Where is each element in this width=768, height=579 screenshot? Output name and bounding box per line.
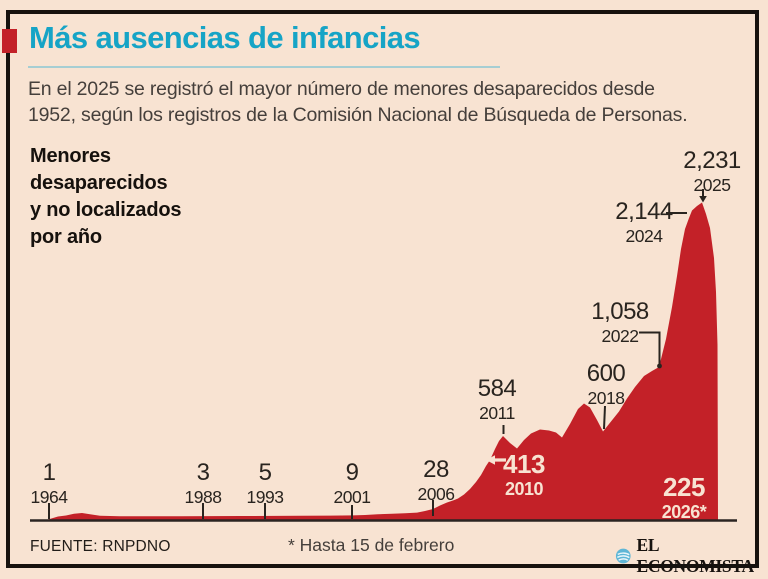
connector-600	[604, 406, 605, 429]
connector-1058-dot	[657, 364, 662, 369]
chart-title-line-4: por año	[30, 226, 102, 248]
point-value: 3	[196, 459, 210, 486]
point-value: 1,058	[591, 298, 649, 325]
point-label-2026	[661, 472, 707, 522]
point-year: 1993	[246, 487, 284, 507]
subtitle-line-1: En el 2025 se registró el mayor número de menores desaparecidos desde	[28, 78, 655, 100]
connector-2231-arrowhead	[699, 196, 707, 203]
point-value: 2,231	[683, 147, 741, 174]
point-year: 1988	[184, 487, 222, 507]
point-label-2011	[478, 377, 517, 423]
point-year: 2025	[693, 175, 731, 195]
chart-title-line-1: Menores	[30, 145, 111, 167]
el-economista-logo-icon	[615, 547, 632, 565]
point-value: 28	[423, 456, 449, 483]
point-label-1964	[31, 461, 68, 507]
point-label-1993	[247, 461, 284, 507]
point-year: 2011	[479, 403, 515, 423]
point-label-2006	[418, 458, 455, 504]
source-credit: FUENTE: RNPDNO	[30, 538, 171, 555]
point-year: 1964	[30, 487, 68, 507]
brand-logo	[615, 535, 768, 577]
point-value: 413	[503, 449, 545, 479]
point-label-2010	[503, 449, 545, 499]
point-label-2025	[683, 149, 741, 195]
brand-logo-text: EL ECONOMISTA	[636, 535, 754, 576]
chart-title-line-2: desaparecidos	[30, 172, 168, 194]
point-year: 2010	[504, 479, 544, 499]
point-value: 1	[42, 459, 56, 486]
chart-title-line-3: y no localizados	[30, 199, 182, 221]
point-year: 2022	[601, 326, 639, 346]
point-value: 2,144	[615, 198, 673, 225]
subtitle-line-2: 1952, según los registros de la Comisión Nacional de Búsqueda de Personas.	[28, 104, 688, 126]
point-year: 2024	[625, 226, 663, 246]
point-value: 225	[663, 472, 705, 502]
point-label-2024	[615, 200, 673, 246]
point-year: 2001	[333, 487, 371, 507]
point-label-2018	[587, 362, 626, 408]
point-label-2001	[334, 461, 371, 507]
point-label-1988	[185, 461, 222, 507]
point-year: 2026*	[661, 502, 707, 522]
point-year: 2018	[587, 388, 625, 408]
point-value: 9	[345, 459, 359, 486]
point-label-2022	[591, 300, 649, 346]
point-value: 584	[477, 375, 517, 402]
point-year: 2006	[417, 484, 455, 504]
footnote: * Hasta 15 de febrero	[288, 535, 455, 555]
point-value: 5	[258, 459, 272, 486]
point-value: 600	[586, 360, 626, 387]
page-title: Más ausencias de infancias	[29, 20, 421, 55]
